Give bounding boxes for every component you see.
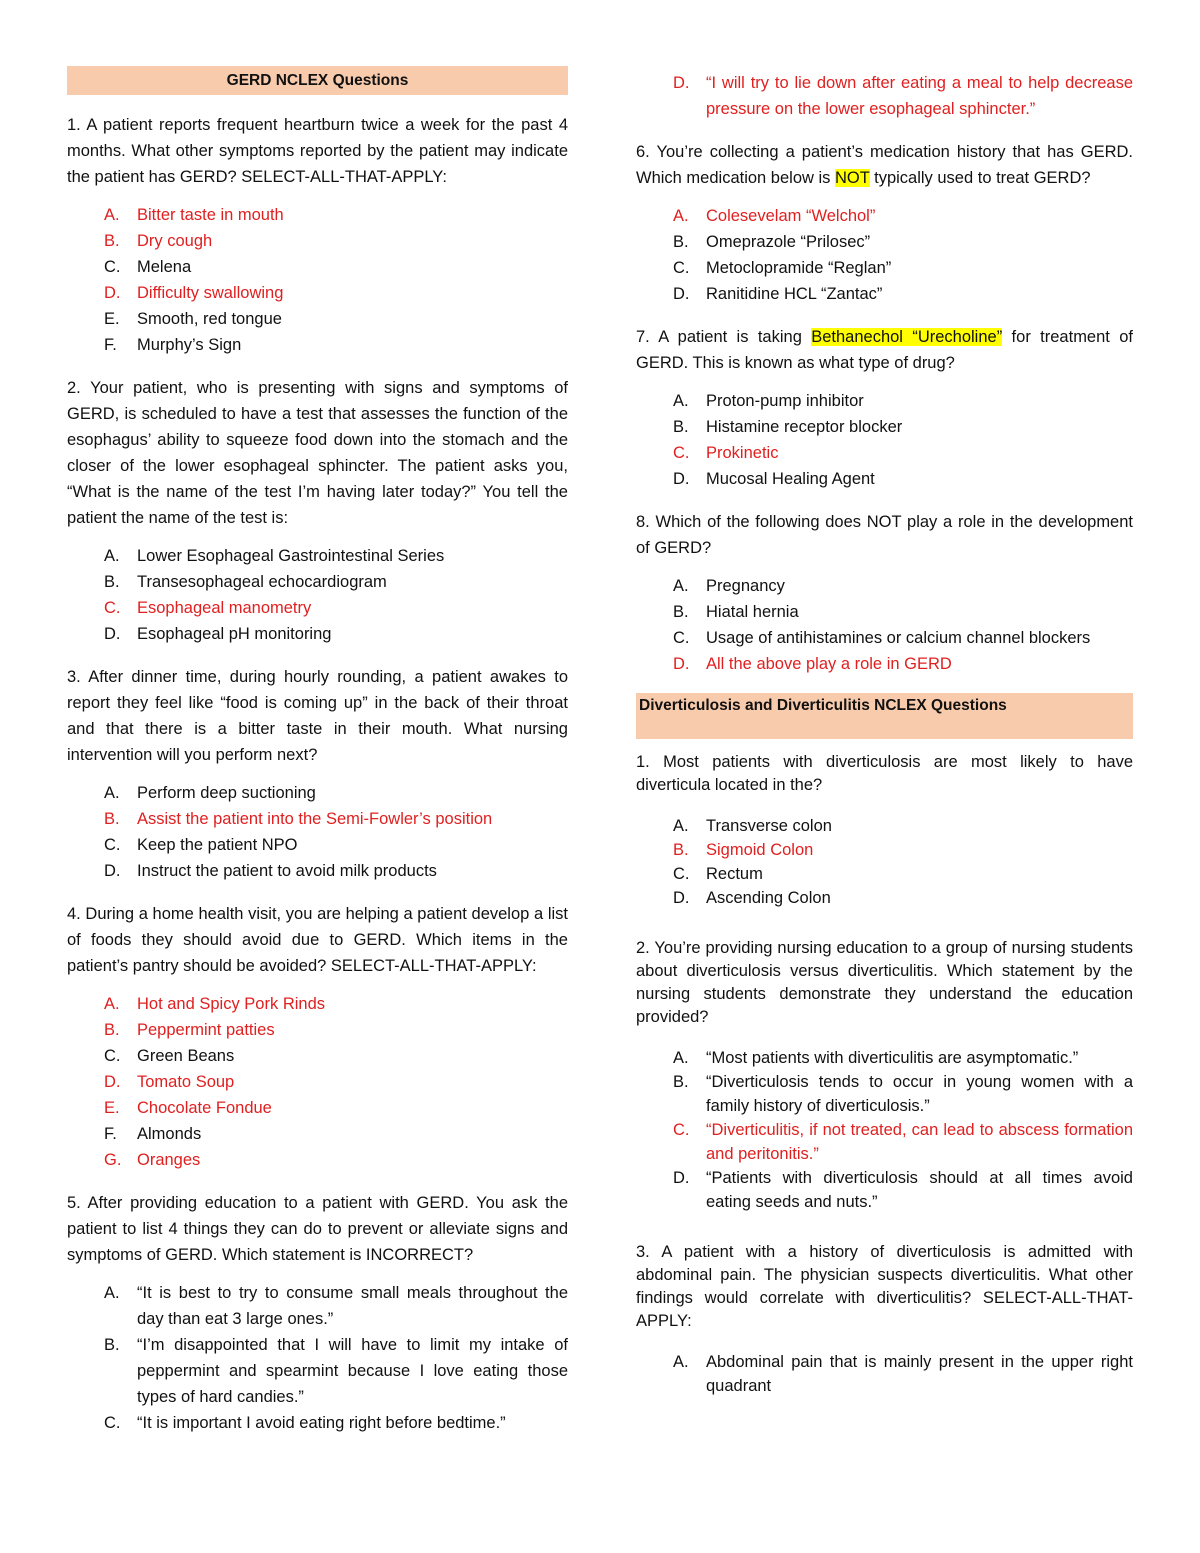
- gerd-q1-option-d: D. Difficulty swallowing: [104, 284, 284, 302]
- gerd-q6-options: [636, 203, 1133, 307]
- left-column: [67, 66, 568, 1436]
- gerd-q6-option-d: D. Ranitidine HCL “Zantac”: [673, 285, 883, 303]
- divert-q2-text: 2. You’re providing nursing education to a group of nursing students about diverticulosis versus diverticulitis. Which statement by the nursing students demonstrate they understand the education provided?: [636, 939, 1133, 1026]
- gerd-q5-text: 5. After providing education to a patient with GERD. You ask the patient to list 4 things they can do to prevent or alleviate signs and symptoms of GERD. Which statement is INCORRECT?: [67, 1194, 568, 1264]
- gerd-q6-text: 6. You’re collecting a patient’s medication history that has GERD. Which medication below is NOT typically used to treat GERD?: [636, 143, 1133, 187]
- gerd-q6-option-a: A. Colesevelam “Welchol”: [673, 207, 876, 225]
- not-highlight: NOT: [835, 169, 870, 187]
- gerd-q1-option-a: A. Bitter taste in mouth: [104, 206, 284, 224]
- gerd-q7-options: [636, 388, 1133, 492]
- gerd-q6-option-c: C. Metoclopramide “Reglan”: [673, 259, 892, 277]
- divert-q1-option-c: C. Rectum: [673, 865, 763, 883]
- divert-q2-option-d: D. “Patients with diverticulosis should at all times avoid eating seeds and nuts.”: [673, 1169, 1133, 1211]
- gerd-q5-options-continued: [636, 70, 1133, 122]
- gerd-q8-option-b: B. Hiatal hernia: [673, 603, 799, 621]
- gerd-q3-option-b: B. Assist the patient into the Semi-Fowler’s position: [104, 810, 493, 828]
- gerd-q4-option-f: F. Almonds: [104, 1125, 202, 1143]
- gerd-q5-options: [67, 1280, 568, 1436]
- gerd-q4-option-d: D. Tomato Soup: [104, 1073, 235, 1091]
- divert-q3-option-a: A. Abdominal pain that is mainly present in the upper right quadrant: [673, 1353, 1133, 1395]
- gerd-q7-option-d: D. Mucosal Healing Agent: [673, 470, 875, 488]
- divert-q3-options: [636, 1350, 1133, 1398]
- gerd-q1-option-c: C. Melena: [104, 258, 192, 276]
- gerd-q2-options: [67, 543, 568, 647]
- gerd-q8-text: 8. Which of the following does NOT play a role in the development of GERD?: [636, 513, 1133, 557]
- gerd-q5-option-c: C. “It is important I avoid eating right before bedtime.”: [104, 1414, 506, 1432]
- divert-q2-option-a: A. “Most patients with diverticulitis are asymptomatic.”: [673, 1049, 1079, 1067]
- gerd-q3-option-c: C. Keep the patient NPO: [104, 836, 298, 854]
- gerd-q4-option-c: C. Green Beans: [104, 1047, 235, 1065]
- divert-q1-text: 1. Most patients with diverticulosis are most likely to have diverticula located in the?: [636, 753, 1133, 794]
- gerd-q1-text: 1. A patient reports frequent heartburn twice a week for the past 4 months. What other symptoms reported by the patient may indicate the patient has GERD? SELECT-ALL-THAT-APPLY:: [67, 116, 568, 186]
- gerd-section-title: GERD NCLEX Questions: [67, 66, 568, 95]
- gerd-q4-options: [67, 991, 568, 1173]
- gerd-q5-option-a: A. “It is best to try to consume small meals throughout the day than eat 3 large ones.”: [104, 1284, 568, 1328]
- diverticulosis-section-title: Diverticulosis and Diverticulitis NCLEX Questions: [636, 693, 1133, 739]
- gerd-q4-option-g: G. Oranges: [104, 1151, 201, 1169]
- gerd-q1-option-e: E. Smooth, red tongue: [104, 310, 282, 328]
- divert-q2-options: [636, 1046, 1133, 1214]
- gerd-q4-option-a: A. Hot and Spicy Pork Rinds: [104, 995, 326, 1013]
- gerd-q7-option-c: C. Prokinetic: [673, 444, 779, 462]
- gerd-q2-option-a: A. Lower Esophageal Gastrointestinal Series: [104, 547, 445, 565]
- gerd-q5-option-d: D. “I will try to lie down after eating a meal to help decrease pressure on the lower esophageal sphincter.”: [673, 74, 1133, 118]
- divert-q2-option-b: B. “Diverticulosis tends to occur in young women with a family history of diverticulosis.”: [673, 1073, 1133, 1115]
- divert-q1-option-b: B. Sigmoid Colon: [673, 841, 814, 859]
- gerd-q6-option-b: B. Omeprazole “Prilosec”: [673, 233, 871, 251]
- gerd-q3-options: [67, 780, 568, 884]
- gerd-q8-option-c: C. Usage of antihistamines or calcium channel blockers: [673, 629, 1091, 647]
- divert-q3-text: 3. A patient with a history of diverticulosis is admitted with abdominal pain. The physician suspects diverticulitis. What other findings would correlate with diverticulitis? SELECT-ALL-THAT-APPLY:: [636, 1243, 1133, 1330]
- gerd-q3-option-d: D. Instruct the patient to avoid milk products: [104, 862, 437, 880]
- gerd-q3-text: 3. After dinner time, during hourly rounding, a patient awakes to report they feel like “food is coming up” in the back of their throat and that there is a bitter taste in their mouth. What nursing intervention will you perform next?: [67, 668, 568, 764]
- gerd-q3-option-a: A. Perform deep suctioning: [104, 784, 316, 802]
- gerd-q1-option-b: B. Dry cough: [104, 232, 213, 250]
- gerd-q2-option-d: D. Esophageal pH monitoring: [104, 625, 332, 643]
- divert-q2-option-c: C. “Diverticulitis, if not treated, can lead to abscess formation and peritonitis.”: [673, 1121, 1133, 1163]
- divert-q1-option-d: D. Ascending Colon: [673, 889, 831, 907]
- drug-highlight: Bethanechol “Urecholine”: [811, 328, 1003, 346]
- gerd-q7-text: 7. A patient is taking Bethanechol “Urecholine” for treatment of GERD. This is known as what type of drug?: [636, 328, 1133, 372]
- gerd-q1-options: [67, 202, 568, 358]
- gerd-q5-option-b: B. “I’m disappointed that I will have to limit my intake of peppermint and spearmint because I love eating those types of hard candies.”: [104, 1336, 568, 1406]
- gerd-q1-option-f: F. Murphy’s Sign: [104, 336, 242, 354]
- right-column: [636, 66, 1133, 1398]
- gerd-q2-text: 2. Your patient, who is presenting with signs and symptoms of GERD, is scheduled to have a test that assesses the function of the esophagus’ ability to squeeze food down into the stomach and the closer of the lower esophageal sphincter. The patient asks you, “What is the name of the test I’m having later today?” You tell the patient the name of the test is:: [67, 379, 568, 527]
- divert-q1-options: [636, 814, 1133, 910]
- gerd-q8-option-a: A. Pregnancy: [673, 577, 785, 595]
- gerd-q7-option-a: A. Proton-pump inhibitor: [673, 392, 864, 410]
- gerd-q2-option-c: C. Esophageal manometry: [104, 599, 312, 617]
- gerd-q8-option-d: D. All the above play a role in GERD: [673, 655, 952, 673]
- gerd-q4-option-b: B. Peppermint patties: [104, 1021, 275, 1039]
- gerd-q2-option-b: B. Transesophageal echocardiogram: [104, 573, 387, 591]
- divert-q1-option-a: A. Transverse colon: [673, 817, 832, 835]
- gerd-q4-text: 4. During a home health visit, you are helping a patient develop a list of foods they should avoid due to GERD. Which items in the patient’s pantry should be avoided? SELECT-ALL-THAT-APPLY:: [67, 905, 568, 975]
- gerd-q8-options: [636, 573, 1133, 677]
- gerd-q7-option-b: B. Histamine receptor blocker: [673, 418, 903, 436]
- gerd-q4-option-e: E. Chocolate Fondue: [104, 1099, 272, 1117]
